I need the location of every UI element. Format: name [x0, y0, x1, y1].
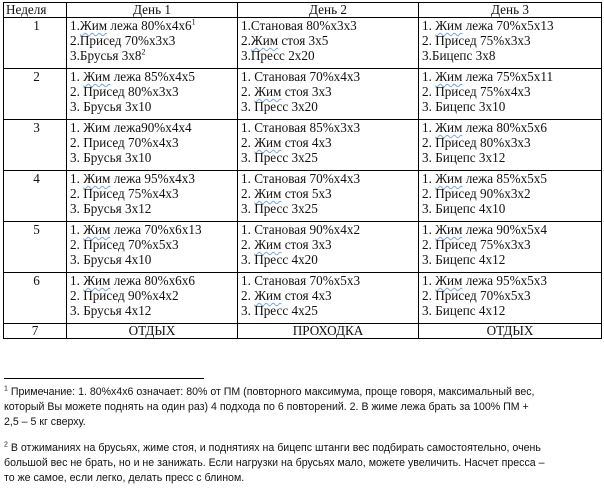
footnote-ref: 1: [191, 17, 196, 27]
exercise-prefix: 3. Брусья 3х10: [70, 99, 152, 114]
exercise-prefix: 1.: [70, 69, 84, 84]
exercise-line: [70, 99, 237, 114]
exercise-prefix: 3. Бицепс 4х10: [422, 201, 506, 216]
exercise-prefix: 3. Пресс 3х25: [241, 150, 318, 165]
exercise-prefix: 2. Присед 75%х4х3: [422, 84, 531, 99]
exercise-prefix: 3. Бицепс 3х12: [422, 150, 506, 165]
exercise-prefix: 1.: [422, 18, 436, 33]
exercise-prefix: 1.: [70, 18, 80, 33]
footnote-2-line-3: то же самое, если легко, делать пресс с блином.: [4, 472, 245, 484]
exercise-line: [241, 99, 418, 114]
week-number: 5: [4, 222, 67, 273]
exercise-line: [422, 237, 601, 252]
exercise-detail: лежа 95%х4х3: [110, 171, 195, 186]
exercise-name-spellcheck: Жим: [254, 84, 282, 99]
exercise-prefix: 1.: [422, 69, 436, 84]
exercise-detail: стоя 4х3: [281, 135, 332, 150]
footnote-1: [4, 385, 600, 430]
exercise-detail: стоя 4х3: [281, 288, 332, 303]
exercise-prefix: 2.: [241, 237, 255, 252]
exercise-prefix: 3. Бицепс 3х10: [422, 99, 506, 114]
exercise-detail: стоя 5х3: [281, 186, 332, 201]
exercise-detail: лежа 80%х5х6: [462, 120, 547, 135]
exercise-line: [70, 135, 237, 150]
exercise-line: [241, 33, 418, 48]
week-number: 2: [4, 69, 67, 120]
exercise-line: [422, 252, 601, 267]
rest-day-1: ОТДЫХ: [67, 324, 238, 339]
exercise-line: [70, 201, 237, 216]
exercise-line: [422, 303, 601, 318]
exercise-prefix: 3. Брусья 4х12: [70, 303, 152, 318]
exercise-detail: лежа 70%х6х13: [110, 222, 202, 237]
exercise-prefix: 2.: [241, 84, 255, 99]
exercise-line: [241, 201, 418, 216]
week-5-day-2-cell: [238, 222, 419, 273]
week-1-day-1-cell: [67, 18, 238, 69]
exercise-detail: стоя 3х3: [281, 84, 332, 99]
exercise-line: [422, 84, 601, 99]
header-day-3: День 3: [419, 3, 602, 18]
exercise-detail: лежа 95%х5х3: [462, 273, 547, 288]
exercise-line: [422, 201, 601, 216]
week-row-3: [4, 120, 602, 171]
exercise-line: [422, 48, 601, 63]
exercise-line: [70, 120, 237, 135]
exercise-prefix: 3. Брусья 3х10: [70, 150, 152, 165]
exercise-prefix: 1.: [70, 273, 84, 288]
exercise-name-spellcheck: Жим: [435, 273, 463, 288]
exercise-prefix: 3. Брусья 4х10: [70, 252, 152, 267]
exercise-line: [241, 18, 418, 33]
exercise-line: [70, 303, 237, 318]
exercise-line: [422, 69, 601, 84]
exercise-name-spellcheck: Жим: [435, 120, 463, 135]
week-5-day-3-cell: [419, 222, 602, 273]
exercise-line: [241, 48, 418, 63]
week-6-day-1-cell: [67, 273, 238, 324]
week-number: 1: [4, 18, 67, 69]
week-1-day-3-cell: [419, 18, 602, 69]
exercise-prefix: 2. Присед 75%х4х3: [70, 186, 179, 201]
header-day-1: День 1: [67, 3, 238, 18]
exercise-prefix: 2.Присед 70%х3х3: [70, 33, 176, 48]
exercise-prefix: 3.Бицепс 3х8: [422, 48, 496, 63]
exercise-prefix: 2. Присед 70%х5х3: [422, 288, 531, 303]
week-row-2: [4, 69, 602, 120]
exercise-name-spellcheck: Жим: [79, 18, 108, 33]
exercise-name-spellcheck: Жим: [435, 18, 463, 33]
exercise-prefix: 1.: [70, 171, 84, 186]
exercise-prefix: 3. Пресс 3х25: [241, 201, 318, 216]
exercise-prefix: 1.: [422, 222, 436, 237]
exercise-prefix: 2.: [241, 33, 251, 48]
exercise-prefix: 1.: [422, 120, 436, 135]
exercise-line: [70, 150, 237, 165]
exercise-prefix: 1.: [422, 171, 436, 186]
exercise-line: [422, 33, 601, 48]
exercise-line: [70, 84, 237, 99]
exercise-detail: стоя 3х5: [278, 33, 329, 48]
exercise-name-spellcheck: Жим: [83, 273, 111, 288]
exercise-prefix: 2. Присед 75%х3х3: [422, 237, 531, 252]
exercise-line: [241, 120, 418, 135]
exercise-name-spellcheck: Жим: [83, 171, 111, 186]
exercise-prefix: 2. Присед 90%х4х2: [70, 288, 179, 303]
exercise-line: [241, 150, 418, 165]
exercise-line: [241, 186, 418, 201]
exercise-line: [241, 69, 418, 84]
week-4-day-3-cell: [419, 171, 602, 222]
exercise-line: [70, 222, 237, 237]
week-5-day-1-cell: [67, 222, 238, 273]
exercise-prefix: 1.Становая 80%х3х3: [241, 18, 357, 33]
exercise-line: [422, 99, 601, 114]
rest-day-3: ОТДЫХ: [419, 324, 602, 339]
training-schedule-table: [3, 2, 602, 339]
exercise-line: [241, 252, 418, 267]
exercise-line: [70, 18, 237, 33]
exercise-name-spellcheck: Жим: [254, 288, 282, 303]
exercise-prefix: 1. Становая 85%х3х3: [241, 120, 361, 135]
exercise-line: [70, 186, 237, 201]
exercise-name-spellcheck: Жим: [83, 222, 111, 237]
exercise-prefix: 1. Становая 70%х4х3: [241, 69, 361, 84]
exercise-prefix: 2. Присед 80%х3х3: [70, 84, 179, 99]
week-4-day-2-cell: [238, 171, 419, 222]
footnote-1-line-1: Примечание: 1. 80%х4х6 означает: 80% от ПМ (повторного максимума, проще говоря, максимальный вес,: [10, 386, 535, 398]
week-number: 3: [4, 120, 67, 171]
exercise-line: [422, 18, 601, 33]
exercise-prefix: 2. Присед 80%х3х3: [422, 135, 531, 150]
exercise-line: [70, 69, 237, 84]
footnote-2-line-2: большой вес не брать, но и не занижать. Если нагрузки на брусьях мало, можете увеличить. Насчет пресса –: [4, 457, 545, 469]
exercise-detail: лежа 70%х5х13: [462, 18, 554, 33]
exercise-prefix: 2. Присед 90%х3х2: [422, 186, 531, 201]
header-day-2: День 2: [238, 3, 419, 18]
week-row-5: [4, 222, 602, 273]
footnote-2-line-1: В отжиманиях на брусьях, жиме стоя, и поднятиях на бицепс штанги вес подбирать самостоятельно, очень: [10, 442, 541, 454]
week-3-day-2-cell: [238, 120, 419, 171]
exercise-name-spellcheck: Жим: [435, 222, 463, 237]
rest-day-2: ПРОХОДКА: [238, 324, 419, 339]
header-row: [4, 3, 602, 18]
exercise-line: [422, 273, 601, 288]
exercise-line: [70, 252, 237, 267]
week-row-7: [4, 324, 602, 339]
exercise-line: [70, 237, 237, 252]
exercise-line: [241, 288, 418, 303]
exercise-prefix: 1. Становая 70%х5х3: [241, 273, 361, 288]
exercise-prefix: 1.: [422, 273, 436, 288]
footnote-2: [4, 441, 600, 486]
exercise-line: [422, 171, 601, 186]
week-number: 7: [4, 324, 67, 339]
exercise-line: [422, 150, 601, 165]
exercise-prefix: 2. Присед 70%х4х3: [70, 135, 179, 150]
exercise-detail: лежа 90%х5х4: [462, 222, 547, 237]
exercise-detail: стоя 3х3: [281, 237, 332, 252]
week-3-day-1-cell: [67, 120, 238, 171]
footnote-1-line-2: который Вы можете поднять на один раз) 4 подхода по 6 повторений. 2. В жиме лежа брать за 100% ПМ +: [4, 401, 529, 413]
exercise-name-spellcheck: Жим: [254, 135, 282, 150]
exercise-prefix: 3. Пресс 4х25: [241, 303, 318, 318]
exercise-detail: лежа 80%х4х6: [107, 18, 192, 33]
week-3-day-3-cell: [419, 120, 602, 171]
header-week: Неделя: [4, 3, 67, 18]
exercise-prefix: 2.: [241, 186, 255, 201]
exercise-line: [241, 222, 418, 237]
exercise-line: [241, 303, 418, 318]
week-row-1: [4, 18, 602, 69]
exercise-line: [241, 84, 418, 99]
week-row-6: [4, 273, 602, 324]
week-6-day-3-cell: [419, 273, 602, 324]
week-number: 6: [4, 273, 67, 324]
exercise-detail: лежа 85%х4х5: [110, 69, 195, 84]
exercise-detail: лежа 80%х6х6: [110, 273, 195, 288]
week-1-day-2-cell: [238, 18, 419, 69]
exercise-prefix: 1.: [70, 222, 84, 237]
exercise-line: [241, 135, 418, 150]
exercise-line: [422, 120, 601, 135]
week-number: 4: [4, 171, 67, 222]
exercise-line: [422, 186, 601, 201]
week-2-day-1-cell: [67, 69, 238, 120]
exercise-line: [422, 222, 601, 237]
footnote-separator: [4, 378, 204, 379]
week-row-4: [4, 171, 602, 222]
exercise-line: [241, 171, 418, 186]
week-4-day-1-cell: [67, 171, 238, 222]
week-2-day-2-cell: [238, 69, 419, 120]
exercise-line: [422, 135, 601, 150]
exercise-prefix: 2. Присед 75%х3х3: [422, 33, 531, 48]
exercise-prefix: 1. Становая 70%х4х3: [241, 171, 361, 186]
exercise-line: [241, 237, 418, 252]
exercise-prefix: 2.: [241, 135, 255, 150]
exercise-detail: лежа 85%х5х5: [462, 171, 547, 186]
exercise-prefix: 1. Становая 90%х4х2: [241, 222, 361, 237]
exercise-line: [422, 288, 601, 303]
schedule-body: [4, 18, 602, 339]
footnote-1-line-3: 2,5 – 5 кг сверху.: [4, 416, 86, 428]
exercise-name-spellcheck: Жим: [254, 186, 282, 201]
footnote-2-mark: 2: [4, 441, 8, 449]
exercise-prefix: 3. Брусья 3х12: [70, 201, 152, 216]
exercise-prefix: 3.Пресс 2х20: [241, 48, 315, 63]
exercise-prefix: 3. Пресс 4х20: [241, 252, 318, 267]
footnote-1-mark: 1: [4, 385, 8, 393]
exercise-line: [70, 273, 237, 288]
exercise-line: [70, 48, 237, 63]
footnote-ref: 2: [141, 47, 146, 57]
exercise-name-spellcheck: Жим: [435, 69, 463, 84]
week-6-day-2-cell: [238, 273, 419, 324]
exercise-prefix: 3.Брусья 3х8: [70, 48, 142, 63]
exercise-prefix: 3. Бицепс 4х12: [422, 252, 506, 267]
exercise-name-spellcheck: Жим: [435, 171, 463, 186]
exercise-prefix: 2. Присед 70%х5х3: [70, 237, 179, 252]
exercise-name-spellcheck: Жим: [254, 237, 282, 252]
exercise-prefix: 3. Бицепс 4х12: [422, 303, 506, 318]
exercise-detail: лежа 75%х5х11: [462, 69, 554, 84]
exercise-line: [70, 288, 237, 303]
exercise-prefix: 3. Пресс 3х20: [241, 99, 318, 114]
exercise-prefix: 2.: [241, 288, 255, 303]
exercise-line: [70, 33, 237, 48]
week-2-day-3-cell: [419, 69, 602, 120]
exercise-line: [70, 171, 237, 186]
exercise-prefix: 1. Жим лежа90%х4х4: [70, 120, 192, 135]
exercise-name-spellcheck: Жим: [250, 33, 279, 48]
exercise-line: [241, 273, 418, 288]
exercise-name-spellcheck: Жим: [83, 69, 111, 84]
